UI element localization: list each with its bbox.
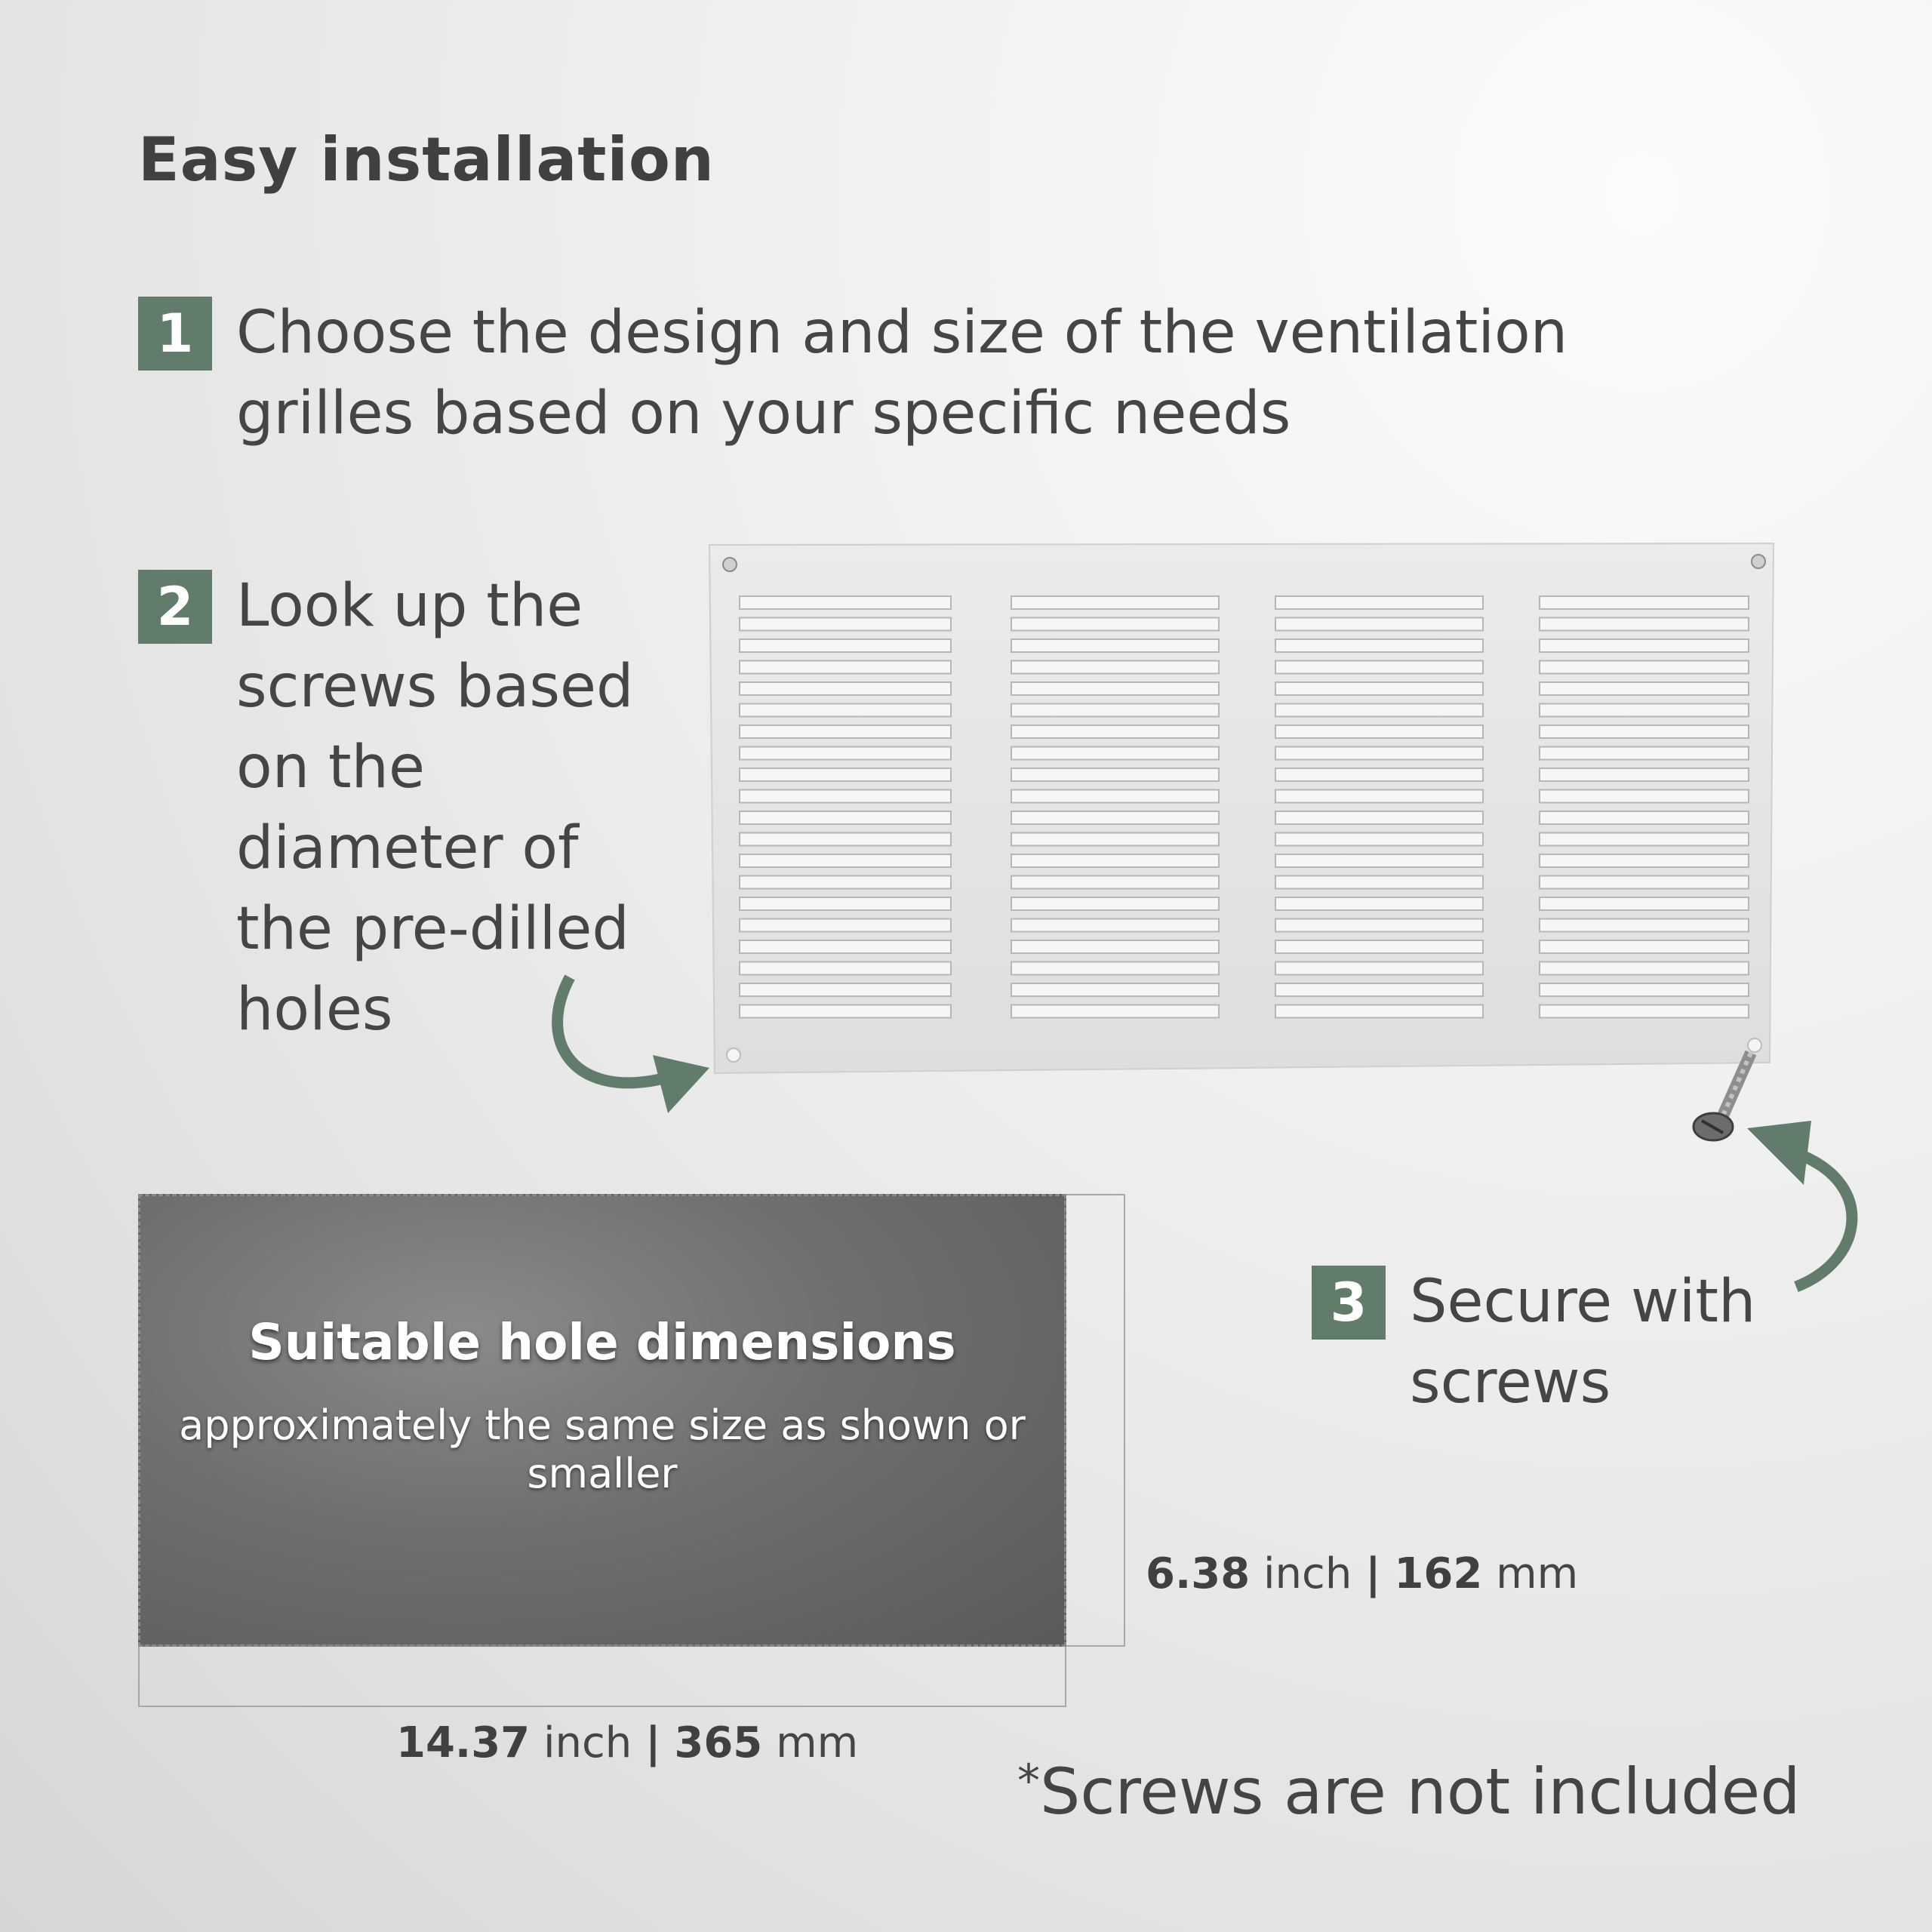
grille-louvre-slat [1011, 790, 1219, 803]
grille-louvre-slat [1275, 897, 1483, 910]
step-1-badge: 1 [138, 297, 212, 371]
step-2-line: holes [236, 976, 393, 1044]
grille-louvre-slat [1540, 596, 1749, 609]
grille-louvre-slat [740, 747, 951, 760]
width-dimension-label [396, 1718, 858, 1767]
grille-louvre-slat [740, 919, 951, 932]
grille-louvre-slat [1540, 682, 1749, 695]
grille-louvre-slat [1011, 811, 1219, 824]
grille-louvre-slat [1275, 790, 1483, 803]
grille-louvre-slat [740, 768, 951, 781]
grille-louvre-slat [1011, 596, 1219, 609]
grille-louvre-slat [1011, 919, 1219, 932]
step-2-line: diameter of [236, 814, 579, 882]
ventilation-grille-image [698, 536, 1777, 1079]
step-3-line: Secure with [1410, 1268, 1756, 1336]
grille-louvre-slat [1540, 639, 1749, 652]
grille-louvre-slat [1540, 876, 1749, 889]
grille-louvre-slat [1011, 983, 1219, 996]
grille-louvre-slat [1011, 940, 1219, 953]
grille-louvre-slat [740, 682, 951, 695]
grille-louvre-slat [1540, 768, 1749, 781]
grille-louvre-slat [740, 661, 951, 674]
grille-louvre-slat [1275, 704, 1483, 717]
grille-louvre-slat [1540, 661, 1749, 674]
grille-louvre-slat [1540, 962, 1749, 975]
height-dimension-line [1066, 1194, 1125, 1647]
grille-louvre-slat [1275, 811, 1483, 824]
grille-louvre-slat [1011, 1005, 1219, 1018]
grille-louvre-slat [1011, 876, 1219, 889]
grille-louvre-slat [740, 833, 951, 846]
grille-louvre-slat [740, 790, 951, 803]
note-asterisk: * [1017, 1755, 1040, 1807]
grille-louvre-slat [1540, 704, 1749, 717]
width-mm-value: 365 [674, 1718, 763, 1767]
grille-louvre-slat [1540, 1005, 1749, 1018]
grille-louvre-slat [1011, 747, 1219, 760]
grille-louvre-slat [1275, 596, 1483, 609]
step-2-line: on the [236, 734, 425, 801]
grille-louvre-slat [1275, 876, 1483, 889]
grille-louvre-slat [1275, 661, 1483, 674]
grille-louvre-slat [1275, 1005, 1483, 1018]
step-1-line: grilles based on your specific needs [236, 380, 1291, 448]
step-2-line: screws based [236, 653, 634, 721]
grille-louvre-slat [1011, 854, 1219, 867]
grille-louvre-slat [740, 854, 951, 867]
grille-louvre-slat [1540, 940, 1749, 953]
grille-louvre-slat [1540, 833, 1749, 846]
grille-louvre-slat [1540, 618, 1749, 631]
grille-louvre-slat [1275, 854, 1483, 867]
grille-louvre-slat [1011, 639, 1219, 652]
grille-louvre-slat [1275, 833, 1483, 846]
screws-not-included-note [1017, 1755, 1801, 1829]
grille-louvre-slat [1011, 725, 1219, 738]
grille-louvre-slat [1540, 790, 1749, 803]
width-inch-value: 14.37 [396, 1718, 531, 1767]
grille-louvre-slat [1011, 897, 1219, 910]
page-title: Easy installation [138, 125, 715, 195]
step-3-badge: 3 [1312, 1266, 1386, 1340]
grille-louvre-slat [1275, 618, 1483, 631]
width-separator: | [645, 1718, 661, 1767]
grille-louvre-slat [1011, 768, 1219, 781]
grille-louvre-slat [740, 876, 951, 889]
curved-arrow-icon [1736, 1109, 1872, 1298]
grille-louvre-slat [740, 811, 951, 824]
grille-louvre-slat [740, 940, 951, 953]
height-dimension-label [1146, 1549, 1578, 1598]
grille-louvre-slat [1011, 833, 1219, 846]
height-mm-unit: mm [1496, 1549, 1579, 1598]
grille-louvre-slat [1540, 897, 1749, 910]
grille-louvre-slat [1011, 682, 1219, 695]
width-inch-unit: inch [543, 1718, 632, 1767]
grille-louvre-slat [1011, 704, 1219, 717]
step-2-line: Look up the [236, 572, 583, 640]
hole-dimensions-title: Suitable hole dimensions [248, 1312, 956, 1371]
grille-louvre-slat [1275, 639, 1483, 652]
note-text: Screws are not included [1040, 1755, 1801, 1829]
hole-dimensions-subtitle: approximately the same size as shown or smaller [179, 1401, 1026, 1497]
grille-louvre-slat [1540, 811, 1749, 824]
grille-louvre-slat [740, 725, 951, 738]
grille-louvre-slat [1540, 747, 1749, 760]
grille-louvre-slat [1275, 940, 1483, 953]
grille-louvre-slat [740, 596, 951, 609]
step-3-text [1410, 1262, 1755, 1423]
grille-louvre-slat [1540, 854, 1749, 867]
grille-louvre-slat [1275, 725, 1483, 738]
grille-louvre-slat [1275, 768, 1483, 781]
grille-louvre-slat [1011, 661, 1219, 674]
grille-louvre-slat [1275, 682, 1483, 695]
grille-louvre-slat [740, 897, 951, 910]
grille-louvre-slat [1540, 983, 1749, 996]
grille-louvre-slat [1011, 618, 1219, 631]
height-mm-value: 162 [1394, 1549, 1483, 1598]
height-separator: | [1365, 1549, 1381, 1598]
step-2-badge: 2 [138, 570, 212, 644]
step-2-line: the pre-dilled [236, 895, 629, 963]
grille-louvre-slat [1540, 919, 1749, 932]
grille-louvre-slat [740, 618, 951, 631]
grille-louvre-slat [1011, 962, 1219, 975]
hole-dimensions-box [138, 1194, 1066, 1647]
grille-louvre-slat [1275, 919, 1483, 932]
step-3-line: screws [1410, 1349, 1611, 1417]
grille-louvre-slat [740, 639, 951, 652]
grille-louvre-slat [740, 704, 951, 717]
grille-louvre-slat [740, 1005, 951, 1018]
height-inch-unit: inch [1263, 1549, 1352, 1598]
grille-louvre-slat [1275, 983, 1483, 996]
grille-louvre-slat [740, 962, 951, 975]
width-dimension-line [138, 1647, 1066, 1707]
curved-arrow-icon [528, 966, 717, 1117]
width-mm-unit: mm [776, 1718, 859, 1767]
step-1-text [236, 293, 1567, 454]
grille-louvre-slat [740, 983, 951, 996]
height-inch-value: 6.38 [1146, 1549, 1251, 1598]
step-1-line: Choose the design and size of the ventilation [236, 299, 1568, 367]
grille-louvre-slat [1275, 747, 1483, 760]
grille-louvre-slat [1275, 962, 1483, 975]
grille-louvre-slat [1540, 725, 1749, 738]
